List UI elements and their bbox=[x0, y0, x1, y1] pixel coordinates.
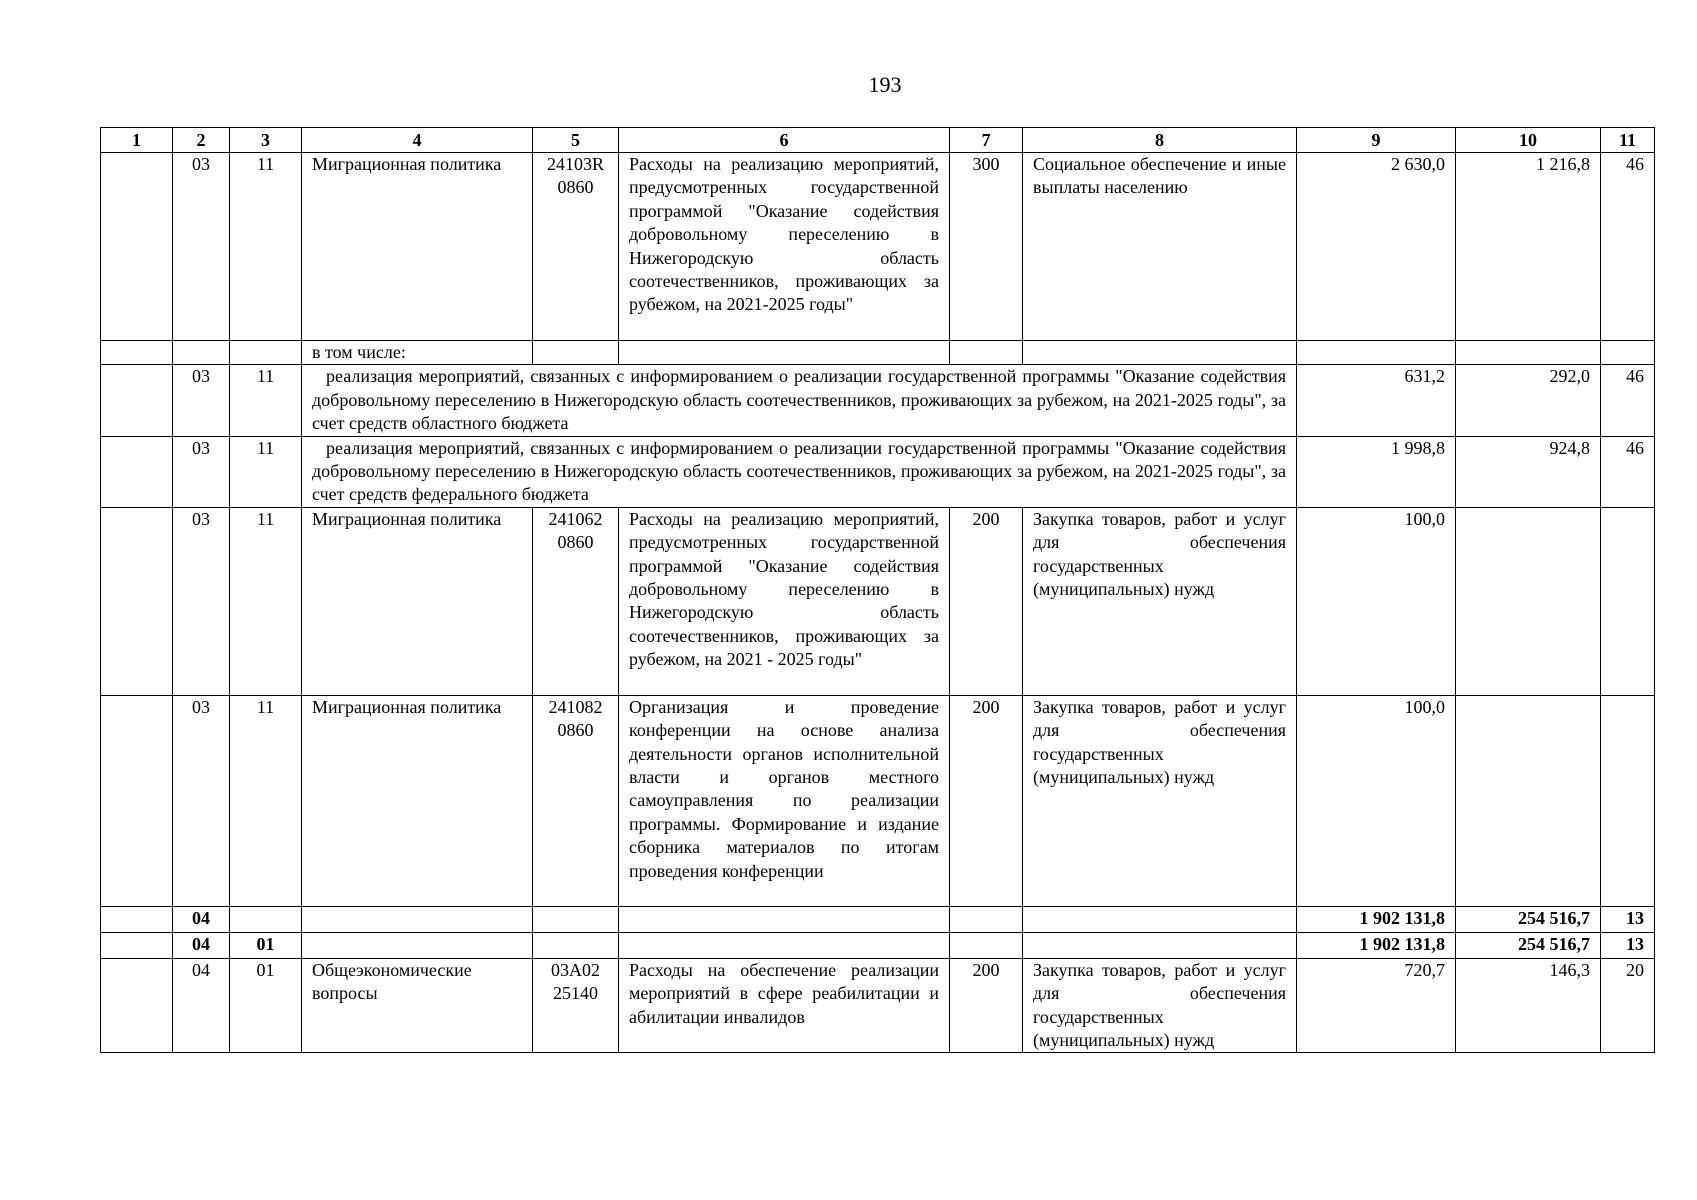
header-cell: 7 bbox=[950, 128, 1023, 153]
cell-name bbox=[302, 906, 533, 932]
cell-subsection bbox=[230, 906, 302, 932]
cell-expense-name: Социальное обеспечение и иные выплаты населению bbox=[1023, 153, 1297, 341]
cell-spanned-description: реализация мероприятий, связанных с информированием о реализации государственной программы "Оказание содействия добровольному переселению в Нижегородскую область соотечественников, проживающих за рубежом, на 2021-2025 годы", за счет средств федерального бюджета bbox=[302, 436, 1297, 507]
cell-col1 bbox=[101, 932, 173, 958]
cell-value-9: 100,0 bbox=[1297, 507, 1456, 695]
cell-value-11: 46 bbox=[1601, 365, 1655, 436]
cell-value-9 bbox=[1297, 341, 1456, 365]
cell-value-10 bbox=[1456, 507, 1601, 695]
cell-description: Расходы на реализацию мероприятий, предусмотренных государственной программой "Оказание содействия добровольному переселению в Нижегородскую область соотечественников, проживающих за рубежом, на 2021-2025 годы" bbox=[619, 153, 950, 341]
cell-value-9: 2 630,0 bbox=[1297, 153, 1456, 341]
cell-value-9: 100,0 bbox=[1297, 695, 1456, 906]
total-row bbox=[101, 906, 1655, 932]
cell-subsection bbox=[230, 341, 302, 365]
cell-expense-name: Закупка товаров, работ и услуг для обеспечения государственных (муниципальных) нужд bbox=[1023, 695, 1297, 906]
cell-section: 04 bbox=[173, 906, 230, 932]
cell-description bbox=[619, 341, 950, 365]
cell-value-10: 1 216,8 bbox=[1456, 153, 1601, 341]
cell-section: 03 bbox=[173, 365, 230, 436]
cell-name: Миграционная политика bbox=[302, 153, 533, 341]
cell-subsection: 01 bbox=[230, 958, 302, 1053]
cell-code: 24103R 0860 bbox=[533, 153, 619, 341]
cell-col1 bbox=[101, 341, 173, 365]
cell-value-9: 1 902 131,8 bbox=[1297, 906, 1456, 932]
cell-code: 241082 0860 bbox=[533, 695, 619, 906]
cell-col1 bbox=[101, 365, 173, 436]
table-row bbox=[101, 365, 1655, 436]
header-cell: 9 bbox=[1297, 128, 1456, 153]
cell-code bbox=[533, 932, 619, 958]
cell-expense-type: 200 bbox=[950, 958, 1023, 1053]
cell-spanned-description: реализация мероприятий, связанных с информированием о реализации государственной программы "Оказание содействия добровольному переселению в Нижегородскую область соотечественников, проживающих за рубежом, на 2021-2025 годы", за счет средств областного бюджета bbox=[302, 365, 1297, 436]
cell-name: Миграционная политика bbox=[302, 695, 533, 906]
cell-section: 03 bbox=[173, 695, 230, 906]
cell-code bbox=[533, 341, 619, 365]
header-cell: 8 bbox=[1023, 128, 1297, 153]
page-number: 193 bbox=[868, 72, 902, 97]
cell-name bbox=[302, 932, 533, 958]
header-cell: 11 bbox=[1601, 128, 1655, 153]
table-row bbox=[101, 507, 1655, 695]
table-row bbox=[101, 695, 1655, 906]
cell-value-11 bbox=[1601, 341, 1655, 365]
cell-value-11: 46 bbox=[1601, 436, 1655, 507]
cell-value-10: 146,3 bbox=[1456, 958, 1601, 1053]
cell-value-10 bbox=[1456, 695, 1601, 906]
cell-value-11: 13 bbox=[1601, 932, 1655, 958]
header-row bbox=[101, 128, 1655, 153]
cell-description: Организация и проведение конференции на основе анализа деятельности органов исполнительной власти и органов местного самоуправления по реализации программы. Формирование и издание сборника материалов по итогам проведения конференции bbox=[619, 695, 950, 906]
total-row bbox=[101, 932, 1655, 958]
header-cell: 3 bbox=[230, 128, 302, 153]
cell-col1 bbox=[101, 507, 173, 695]
cell-name: Общеэкономические вопросы bbox=[302, 958, 533, 1053]
cell-value-10: 924,8 bbox=[1456, 436, 1601, 507]
cell-subsection: 11 bbox=[230, 695, 302, 906]
cell-value-10: 254 516,7 bbox=[1456, 932, 1601, 958]
cell-expense-name bbox=[1023, 932, 1297, 958]
cell-expense-name bbox=[1023, 906, 1297, 932]
cell-section bbox=[173, 341, 230, 365]
cell-col1 bbox=[101, 958, 173, 1053]
cell-section: 04 bbox=[173, 958, 230, 1053]
cell-section: 03 bbox=[173, 153, 230, 341]
cell-expense-name bbox=[1023, 341, 1297, 365]
cell-value-9: 1 998,8 bbox=[1297, 436, 1456, 507]
cell-expense-type: 200 bbox=[950, 507, 1023, 695]
cell-name: в том числе: bbox=[302, 341, 533, 365]
cell-code: 241062 0860 bbox=[533, 507, 619, 695]
cell-value-9: 720,7 bbox=[1297, 958, 1456, 1053]
cell-description: Расходы на обеспечение реализации мероприятий в сфере реабилитации и абилитации инвалидов bbox=[619, 958, 950, 1053]
cell-value-11 bbox=[1601, 507, 1655, 695]
cell-value-11 bbox=[1601, 695, 1655, 906]
cell-subsection: 11 bbox=[230, 365, 302, 436]
cell-expense-type: 200 bbox=[950, 695, 1023, 906]
cell-description: Расходы на реализацию мероприятий, предусмотренных государственной программой "Оказание содействия добровольному переселению в Нижегородскую область соотечественников, проживающих за рубежом, на 2021 - 2025 годы" bbox=[619, 507, 950, 695]
table-row bbox=[101, 958, 1655, 1053]
cell-expense-name: Закупка товаров, работ и услуг для обеспечения государственных (муниципальных) нужд bbox=[1023, 958, 1297, 1053]
cell-value-10: 254 516,7 bbox=[1456, 906, 1601, 932]
table-row bbox=[101, 341, 1655, 365]
cell-col1 bbox=[101, 436, 173, 507]
cell-description bbox=[619, 932, 950, 958]
cell-value-11: 46 bbox=[1601, 153, 1655, 341]
cell-expense-name: Закупка товаров, работ и услуг для обеспечения государственных (муниципальных) нужд bbox=[1023, 507, 1297, 695]
cell-section: 04 bbox=[173, 932, 230, 958]
cell-subsection: 11 bbox=[230, 436, 302, 507]
table-row bbox=[101, 153, 1655, 341]
cell-value-9: 631,2 bbox=[1297, 365, 1456, 436]
cell-code bbox=[533, 906, 619, 932]
cell-name: Миграционная политика bbox=[302, 507, 533, 695]
cell-value-10 bbox=[1456, 341, 1601, 365]
header-cell: 1 bbox=[101, 128, 173, 153]
cell-col1 bbox=[101, 695, 173, 906]
cell-value-9: 1 902 131,8 bbox=[1297, 932, 1456, 958]
cell-expense-type: 300 bbox=[950, 153, 1023, 341]
header-cell: 4 bbox=[302, 128, 533, 153]
budget-table bbox=[100, 127, 1655, 1053]
header-cell: 6 bbox=[619, 128, 950, 153]
cell-value-10: 292,0 bbox=[1456, 365, 1601, 436]
cell-expense-type bbox=[950, 906, 1023, 932]
header-cell: 10 bbox=[1456, 128, 1601, 153]
cell-subsection: 01 bbox=[230, 932, 302, 958]
table-row bbox=[101, 436, 1655, 507]
header-cell: 2 bbox=[173, 128, 230, 153]
cell-subsection: 11 bbox=[230, 153, 302, 341]
header-cell: 5 bbox=[533, 128, 619, 153]
cell-value-11: 13 bbox=[1601, 906, 1655, 932]
cell-expense-type bbox=[950, 932, 1023, 958]
cell-col1 bbox=[101, 153, 173, 341]
cell-expense-type bbox=[950, 341, 1023, 365]
cell-col1 bbox=[101, 906, 173, 932]
cell-section: 03 bbox=[173, 507, 230, 695]
cell-value-11: 20 bbox=[1601, 958, 1655, 1053]
cell-description bbox=[619, 906, 950, 932]
cell-subsection: 11 bbox=[230, 507, 302, 695]
cell-section: 03 bbox=[173, 436, 230, 507]
cell-code: 03А02 25140 bbox=[533, 958, 619, 1053]
